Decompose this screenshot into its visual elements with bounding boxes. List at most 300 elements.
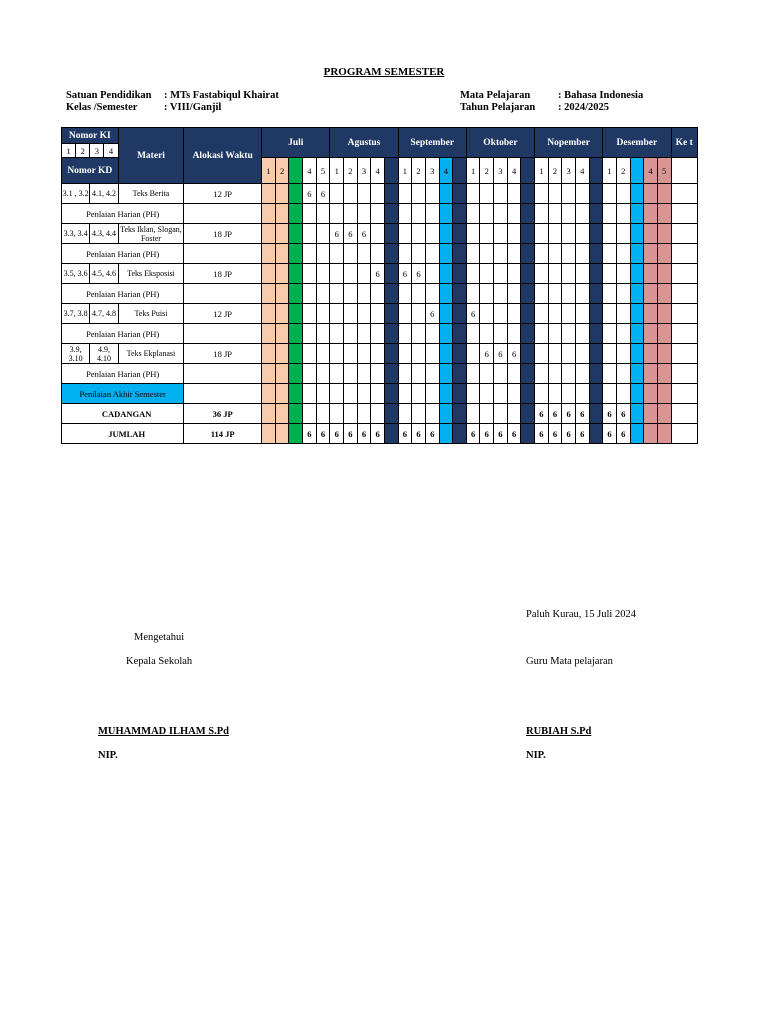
week-cell — [616, 264, 630, 284]
week-cell — [453, 304, 467, 324]
penilaian-harian-label: Penlaian Harian (PH) — [62, 364, 184, 384]
week-cell — [562, 264, 576, 284]
week-cell — [412, 284, 426, 304]
week-cell — [303, 404, 317, 424]
ket-cell — [671, 364, 698, 384]
nip-right: NIP. — [526, 750, 546, 761]
table-row — [62, 284, 698, 304]
table-row — [62, 384, 698, 404]
week-cell — [398, 204, 412, 224]
week-cell — [603, 364, 617, 384]
tahun-label: Tahun Pelajaran — [460, 102, 536, 113]
kd-4-number: 4.3, 4.4 — [90, 224, 118, 244]
week-cell — [398, 404, 412, 424]
week-cell — [357, 204, 371, 224]
week-cell — [589, 324, 603, 344]
week-cell — [425, 224, 439, 244]
week-cell — [466, 284, 480, 304]
week-cell — [275, 384, 289, 404]
week-cell — [480, 224, 494, 244]
week-cell — [330, 344, 344, 364]
week-cell — [575, 364, 589, 384]
week-cell — [357, 324, 371, 344]
alokasi-cell — [184, 324, 262, 344]
week-cell — [521, 344, 535, 364]
week-cell — [589, 304, 603, 324]
week-cell — [384, 364, 398, 384]
week-header: 1 — [535, 158, 549, 184]
week-cell — [316, 284, 330, 304]
ki-number: 4 — [104, 144, 118, 158]
week-cell — [630, 384, 644, 404]
week-header: 3 — [562, 158, 576, 184]
ket-cell — [671, 424, 698, 444]
week-cell — [535, 304, 549, 324]
week-cell: 6 — [616, 424, 630, 444]
ket-cell — [671, 404, 698, 424]
week-cell — [453, 224, 467, 244]
week-cell — [453, 284, 467, 304]
week-cell — [521, 284, 535, 304]
alokasi-cell: 18 JP — [184, 344, 262, 364]
week-cell — [480, 184, 494, 204]
week-cell — [316, 324, 330, 344]
table-row — [62, 344, 698, 364]
week-cell — [303, 224, 317, 244]
week-cell — [453, 344, 467, 364]
week-cell: 6 — [480, 344, 494, 364]
week-cell — [275, 204, 289, 224]
week-cell — [330, 304, 344, 324]
week-cell — [575, 344, 589, 364]
week-cell — [357, 364, 371, 384]
week-cell — [616, 224, 630, 244]
week-cell — [494, 244, 508, 264]
week-cell — [630, 324, 644, 344]
week-cell: 6 — [494, 344, 508, 364]
week-cell: 6 — [562, 404, 576, 424]
week-cell — [330, 364, 344, 384]
week-cell — [562, 304, 576, 324]
week-cell — [453, 364, 467, 384]
week-cell — [412, 404, 426, 424]
week-cell — [384, 304, 398, 324]
week-cell — [303, 244, 317, 264]
week-cell — [507, 184, 521, 204]
week-cell — [535, 344, 549, 364]
week-cell — [507, 204, 521, 224]
week-cell — [562, 364, 576, 384]
alokasi-cell: 12 JP — [184, 304, 262, 324]
week-cell — [398, 364, 412, 384]
table-row — [62, 224, 698, 244]
week-cell — [425, 364, 439, 384]
ki-number: 1 — [62, 144, 76, 158]
week-cell — [398, 184, 412, 204]
week-cell — [589, 424, 603, 444]
week-cell — [289, 244, 303, 264]
week-cell — [439, 404, 453, 424]
week-cell — [657, 204, 671, 224]
kd-3-number: 3.1 , 3.2 — [62, 184, 90, 204]
satuan-label: Satuan Pendidikan — [66, 90, 152, 101]
ket-cell — [671, 204, 698, 224]
week-cell — [466, 404, 480, 424]
week-cell: 6 — [425, 424, 439, 444]
kd-4-number: 4.9, 4.10 — [90, 344, 118, 364]
week-cell — [630, 424, 644, 444]
week-cell — [616, 364, 630, 384]
week-cell — [453, 244, 467, 264]
week-cell — [303, 324, 317, 344]
week-cell — [262, 384, 276, 404]
week-cell — [289, 424, 303, 444]
alokasi-cell: 12 JP — [184, 184, 262, 204]
week-cell — [507, 244, 521, 264]
materi-cell: Teks Ekplanasi — [118, 344, 184, 364]
week-cell — [521, 184, 535, 204]
week-cell — [603, 344, 617, 364]
week-cell — [521, 244, 535, 264]
week-cell: 6 — [548, 404, 562, 424]
week-cell — [371, 384, 385, 404]
week-cell — [548, 324, 562, 344]
week-cell — [644, 344, 658, 364]
materi-cell: Teks Berita — [118, 184, 184, 204]
week-cell — [644, 224, 658, 244]
week-cell — [344, 204, 358, 224]
week-cell — [548, 264, 562, 284]
week-cell — [657, 304, 671, 324]
week-cell — [644, 384, 658, 404]
month-header-nopember: Nopember — [535, 128, 603, 158]
week-cell — [507, 304, 521, 324]
week-cell — [384, 224, 398, 244]
week-cell — [480, 324, 494, 344]
week-cell — [521, 404, 535, 424]
week-cell — [466, 184, 480, 204]
week-cell — [439, 284, 453, 304]
week-cell — [548, 204, 562, 224]
week-cell — [398, 324, 412, 344]
week-cell — [303, 384, 317, 404]
week-cell — [603, 204, 617, 224]
week-cell — [289, 284, 303, 304]
week-header — [384, 158, 398, 184]
week-cell — [330, 324, 344, 344]
week-cell — [439, 324, 453, 344]
month-header-desember: Desember — [603, 128, 671, 158]
week-cell — [439, 264, 453, 284]
week-cell — [494, 324, 508, 344]
table-row — [62, 364, 698, 384]
week-cell: 6 — [562, 424, 576, 444]
week-cell: 6 — [507, 344, 521, 364]
week-cell — [575, 324, 589, 344]
week-cell — [657, 344, 671, 364]
week-cell — [603, 244, 617, 264]
week-cell: 6 — [466, 424, 480, 444]
week-cell — [548, 244, 562, 264]
week-cell — [562, 184, 576, 204]
ket-cell — [671, 344, 698, 364]
week-cell — [412, 184, 426, 204]
week-cell: 6 — [398, 264, 412, 284]
week-cell — [575, 224, 589, 244]
week-cell — [262, 284, 276, 304]
summary-alokasi: 114 JP — [184, 424, 262, 444]
week-cell — [384, 424, 398, 444]
week-cell — [289, 224, 303, 244]
summary-label: CADANGAN — [62, 404, 184, 424]
week-cell — [262, 424, 276, 444]
week-header: 2 — [548, 158, 562, 184]
week-cell — [303, 364, 317, 384]
week-cell: 6 — [575, 404, 589, 424]
week-cell — [262, 304, 276, 324]
week-cell: 6 — [535, 424, 549, 444]
week-cell: 6 — [330, 224, 344, 244]
week-cell — [412, 244, 426, 264]
week-header: 4 — [575, 158, 589, 184]
week-cell — [548, 304, 562, 324]
ket-cell — [671, 244, 698, 264]
alokasi-cell: 18 JP — [184, 264, 262, 284]
week-cell — [384, 264, 398, 284]
week-cell — [494, 224, 508, 244]
week-cell — [425, 344, 439, 364]
materi-cell: Teks Eksposisi — [118, 264, 184, 284]
table-row — [62, 404, 698, 424]
nomor-ki-header: Nomor KI — [62, 128, 119, 144]
satuan-value: : MTs Fastabiqul Khairat — [164, 90, 279, 101]
week-cell — [384, 204, 398, 224]
week-cell — [262, 244, 276, 264]
week-cell: 6 — [466, 304, 480, 324]
week-cell — [289, 204, 303, 224]
week-cell — [603, 284, 617, 304]
week-cell — [548, 284, 562, 304]
week-cell — [398, 304, 412, 324]
week-cell — [480, 304, 494, 324]
week-cell — [357, 244, 371, 264]
week-cell — [507, 284, 521, 304]
info-right — [460, 90, 643, 114]
week-cell — [425, 184, 439, 204]
penilaian-harian-label: Penlaian Harian (PH) — [62, 244, 184, 264]
week-cell: 6 — [371, 424, 385, 444]
week-header: 1 — [330, 158, 344, 184]
week-cell — [412, 304, 426, 324]
week-cell — [616, 184, 630, 204]
week-cell — [494, 284, 508, 304]
week-cell — [466, 264, 480, 284]
week-cell — [398, 224, 412, 244]
week-cell — [657, 284, 671, 304]
week-cell — [371, 344, 385, 364]
week-cell — [344, 284, 358, 304]
week-cell — [412, 324, 426, 344]
week-cell — [548, 224, 562, 244]
week-cell — [630, 364, 644, 384]
week-cell — [262, 224, 276, 244]
kelas-label: Kelas /Semester — [66, 102, 138, 113]
week-cell — [562, 204, 576, 224]
place-date: Paluh Kurau, 15 Juli 2024 — [526, 609, 636, 620]
week-cell — [371, 304, 385, 324]
week-cell — [657, 404, 671, 424]
week-cell: 6 — [603, 404, 617, 424]
week-cell — [453, 384, 467, 404]
week-cell — [330, 184, 344, 204]
table-row — [62, 304, 698, 324]
week-cell — [439, 184, 453, 204]
week-cell — [589, 264, 603, 284]
week-cell: 6 — [330, 424, 344, 444]
week-header: 1 — [603, 158, 617, 184]
week-cell — [603, 304, 617, 324]
week-cell — [575, 184, 589, 204]
week-cell — [425, 204, 439, 224]
week-cell — [344, 344, 358, 364]
kd-4-number: 4.1, 4.2 — [90, 184, 118, 204]
week-cell — [589, 384, 603, 404]
week-cell — [453, 264, 467, 284]
week-cell — [412, 364, 426, 384]
week-cell — [616, 204, 630, 224]
week-cell: 6 — [303, 424, 317, 444]
week-cell — [575, 284, 589, 304]
week-cell — [412, 344, 426, 364]
guru-name: RUBIAH S.Pd — [526, 726, 592, 737]
week-cell — [330, 284, 344, 304]
week-cell — [275, 344, 289, 364]
week-cell — [412, 204, 426, 224]
week-cell — [289, 384, 303, 404]
alokasi-cell — [184, 244, 262, 264]
week-cell — [453, 184, 467, 204]
summary-label: JUMLAH — [62, 424, 184, 444]
week-cell — [330, 204, 344, 224]
week-cell — [589, 244, 603, 264]
week-cell — [562, 224, 576, 244]
week-cell — [630, 304, 644, 324]
week-header: 2 — [480, 158, 494, 184]
week-cell — [303, 264, 317, 284]
week-cell — [439, 204, 453, 224]
week-header: 1 — [398, 158, 412, 184]
materi-cell: Teks Iklan, Slogan, Foster — [118, 224, 184, 244]
week-cell — [384, 384, 398, 404]
materi-cell: Teks Puisi — [118, 304, 184, 324]
week-cell — [480, 364, 494, 384]
week-cell — [275, 324, 289, 344]
week-cell — [439, 344, 453, 364]
week-cell: 6 — [616, 404, 630, 424]
week-cell — [316, 344, 330, 364]
week-cell — [344, 364, 358, 384]
nip-left: NIP. — [98, 750, 118, 761]
week-cell — [535, 384, 549, 404]
week-cell — [466, 344, 480, 364]
week-cell — [384, 324, 398, 344]
week-cell — [371, 204, 385, 224]
ket-cell — [671, 264, 698, 284]
week-cell — [521, 224, 535, 244]
week-cell — [480, 204, 494, 224]
week-cell — [439, 384, 453, 404]
week-cell — [262, 344, 276, 364]
week-cell — [357, 284, 371, 304]
week-cell — [589, 184, 603, 204]
week-cell — [535, 184, 549, 204]
table-row — [62, 204, 698, 224]
week-cell — [521, 204, 535, 224]
week-cell — [562, 324, 576, 344]
week-cell — [535, 364, 549, 384]
week-cell: 6 — [357, 424, 371, 444]
week-cell — [657, 324, 671, 344]
month-header-september: September — [398, 128, 466, 158]
week-cell — [275, 244, 289, 264]
materi-header: Materi — [118, 128, 184, 184]
week-cell: 6 — [344, 224, 358, 244]
week-cell — [644, 364, 658, 384]
week-cell — [398, 244, 412, 264]
week-cell — [575, 244, 589, 264]
pas-label: Penilaian Akhir Semester — [62, 384, 184, 404]
week-cell — [589, 204, 603, 224]
week-cell — [535, 224, 549, 244]
week-cell — [466, 324, 480, 344]
week-cell — [630, 344, 644, 364]
week-cell — [412, 224, 426, 244]
week-cell: 6 — [316, 184, 330, 204]
kd-3-number: 3.9, 3.10 — [62, 344, 90, 364]
kepala-sekolah-title: Kepala Sekolah — [126, 656, 193, 667]
week-cell — [616, 284, 630, 304]
week-cell — [562, 244, 576, 264]
week-header: 1 — [466, 158, 480, 184]
week-cell — [616, 384, 630, 404]
week-cell — [644, 324, 658, 344]
week-header: 4 — [644, 158, 658, 184]
week-cell — [507, 404, 521, 424]
month-header-oktober: Oktober — [466, 128, 534, 158]
week-header — [589, 158, 603, 184]
week-cell — [603, 264, 617, 284]
week-cell: 6 — [575, 424, 589, 444]
week-cell — [384, 184, 398, 204]
table-row — [62, 324, 698, 344]
week-cell — [425, 324, 439, 344]
week-cell — [657, 264, 671, 284]
week-cell — [439, 244, 453, 264]
week-cell — [657, 384, 671, 404]
week-cell — [316, 264, 330, 284]
week-cell: 6 — [480, 424, 494, 444]
week-cell — [521, 424, 535, 444]
week-cell — [480, 284, 494, 304]
week-cell — [644, 424, 658, 444]
week-header — [289, 158, 303, 184]
week-cell — [384, 284, 398, 304]
week-cell — [384, 244, 398, 264]
week-cell — [616, 344, 630, 364]
week-cell — [562, 344, 576, 364]
week-cell — [630, 224, 644, 244]
penilaian-harian-label: Penlaian Harian (PH) — [62, 284, 184, 304]
